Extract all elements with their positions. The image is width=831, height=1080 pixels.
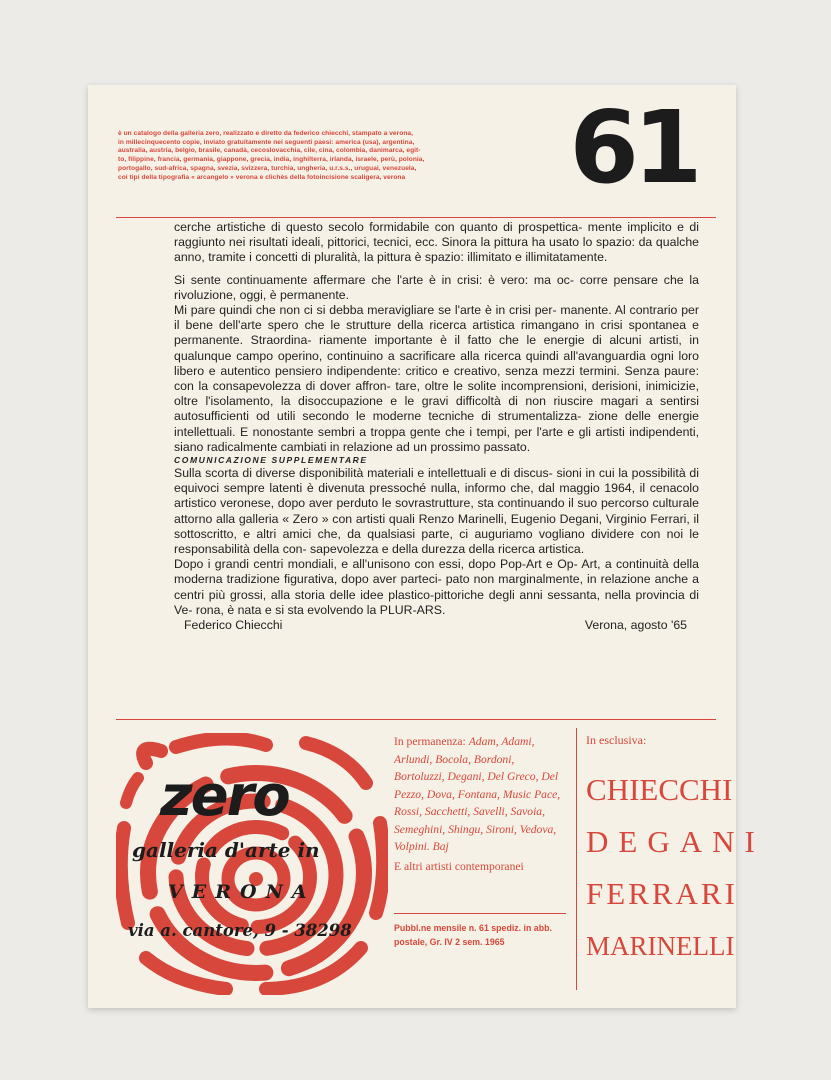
exclusive-artist: DEGANI <box>586 824 765 859</box>
article-body <box>174 220 699 633</box>
permanent-artists: Adam, Adami, Arlundi, Bocola, Bordoni, Bortoluzzi, Degani, Del Greco, Del Pezzo, Dova, Fontana, Music Pace, Rossi, Sacchetti, Savelli, Savoia, Semeghini, Shingu, Sironi, Vedova, Volpini. Baj <box>394 735 561 853</box>
signoff <box>174 618 699 633</box>
column-divider <box>576 728 577 990</box>
place-date: Verona, agosto '65 <box>584 618 687 633</box>
article-paragraph: cerche artistiche di questo secolo formidabile con quanto di prospettica- mente implicito e di raggiunto nei risultati ideali, pittorici, tecnici, ecc. Sinora la pittura ha usato lo spazio: da qualche anno, tramite i concetti di pluralità, la pittura è spazio: illimitato e illimitatamente. <box>174 220 699 265</box>
logo-wordmark: zero <box>160 764 289 829</box>
exclusive-artist: FERRARI <box>586 876 738 911</box>
colophon-line: portogallo, sud-africa, spagna, svezia, svizzera, turchia, ungheria, u.r.s.s., uruguai, venezuela, <box>118 164 417 172</box>
article-subhead: COMUNICAZIONE SUPPLEMENTARE <box>174 455 368 466</box>
divider <box>394 913 566 914</box>
colophon <box>118 130 548 182</box>
divider <box>116 217 716 218</box>
colophon-line: australia, austria, belgio, brasile, canadà, cecoslovacchia, cile, cina, colombia, danimarca, egit- <box>118 147 421 155</box>
article-paragraph: Sulla scorta di diverse disponibilità materiali e intellettuali e di discus- sioni in cui la possibilità di equivoci sempre latenti è divenuta pressoché nulla, informo che, dal maggio 1964, il cenacolo artistico veronese, dopo aver perduto le sovrastrutture, sta continuando il suo percorso culturale attorno alla galleria « Zero » con artisti quali Renzo Marinelli, Eugenio Degani, Virginio Ferrari, il sottoscritto, e altri amici che, da qualsiasi parte, ci auguriamo vogliano dividere con noi le responsabilità della con- sapevolezza e della durezza della ricerca artistica. <box>174 466 699 557</box>
article-paragraph: Si sente continuamente affermare che l'arte è in crisi: è vero: ma oc- corre pensare che la rivoluzione, oggi, è permanente. <box>174 272 699 302</box>
permanent-label: In permanenza: <box>394 735 466 748</box>
publication-note: Pubbl.ne mensile n. 61 spediz. in abb. postale, Gr. IV 2 sem. 1965 <box>394 923 552 947</box>
logo-city: VERONA <box>168 881 316 903</box>
logo-address: via a. cantore, 9 - 38298 <box>128 921 352 940</box>
article-paragraph: Mi pare quindi che non ci si debba meravigliare se l'arte è in crisi per- manente. Al contrario per il bene dell'arte spero che le strutture della ricerca artistica rimangano in crisi spontanea e permanente. Straordina- riamente importante è il fatto che le energie di alcuni artisti, in qualunque campo operino, continuino a sacrificare alla ricerca quindi all'avanguardia ogni loro libero e autentico pensiero indipendente: critico e creativo, senza mezzi termini. Senza paure: con la consapevolezza di dover affron- tare, oltre le solite incomprensioni, derisioni, inimicizie, oltre l'isolamento, la disoccupazione e le gravi difficoltà di non riuscire magari a sentirsi autosufficienti od utili secondo le moderne tecniche di strumentalizza- zione delle energie intellettuali. E nonostante sembri a troppa gente che i tempi, per l'arte e gli artisti indipendenti, siano radicalmente cambiati in relazione ad un prossimo passato. <box>174 303 699 454</box>
exclusive-label: In esclusiva: <box>586 733 647 747</box>
catalog-sheet <box>88 85 765 1008</box>
permanent-collection <box>394 733 566 875</box>
colophon-line: è un catalogo della galleria zero, realizzato e diretto da federico chiecchi, stampato a verona, <box>118 130 414 137</box>
divider <box>116 719 716 720</box>
exclusive-artist: CHIECCHI <box>586 772 733 807</box>
exclusive-artist: MARINELLI <box>586 931 735 961</box>
colophon-line: in millecinquecento copie, inviato gratuitamente nei seguenti paesi: america (usa), argentina, <box>118 138 415 146</box>
gallery-logo <box>116 733 388 995</box>
permanent-others: E altri artisti contemporanei <box>394 859 524 873</box>
signature: Federico Chiecchi <box>184 618 283 633</box>
logo-tagline: galleria d'arte in <box>132 838 320 862</box>
article-paragraph: Dopo i grandi centri mondiali, e all'unisono con essi, dopo Pop-Art e Op- Art, a continuità della moderna tradizione figurativa, dopo aver parteci- pato non marginalmente, in relazione anche a centri più grossi, alla storia delle idee plastico-pittoriche degli anni sessanta, nella provincia di Ve- rona, è nata e si sta evolvendo la PLUR-ARS. <box>174 557 699 617</box>
issue-number: 61 <box>569 89 697 206</box>
colophon-line: coi tipi della tipografia « arcangelo » verona e clichès della fotoincisione scaligera, verona <box>118 173 406 181</box>
colophon-line: to, filippine, francia, germania, giappone, grecia, india, inghilterra, irlanda, israele, perù, polonia, <box>118 156 425 164</box>
